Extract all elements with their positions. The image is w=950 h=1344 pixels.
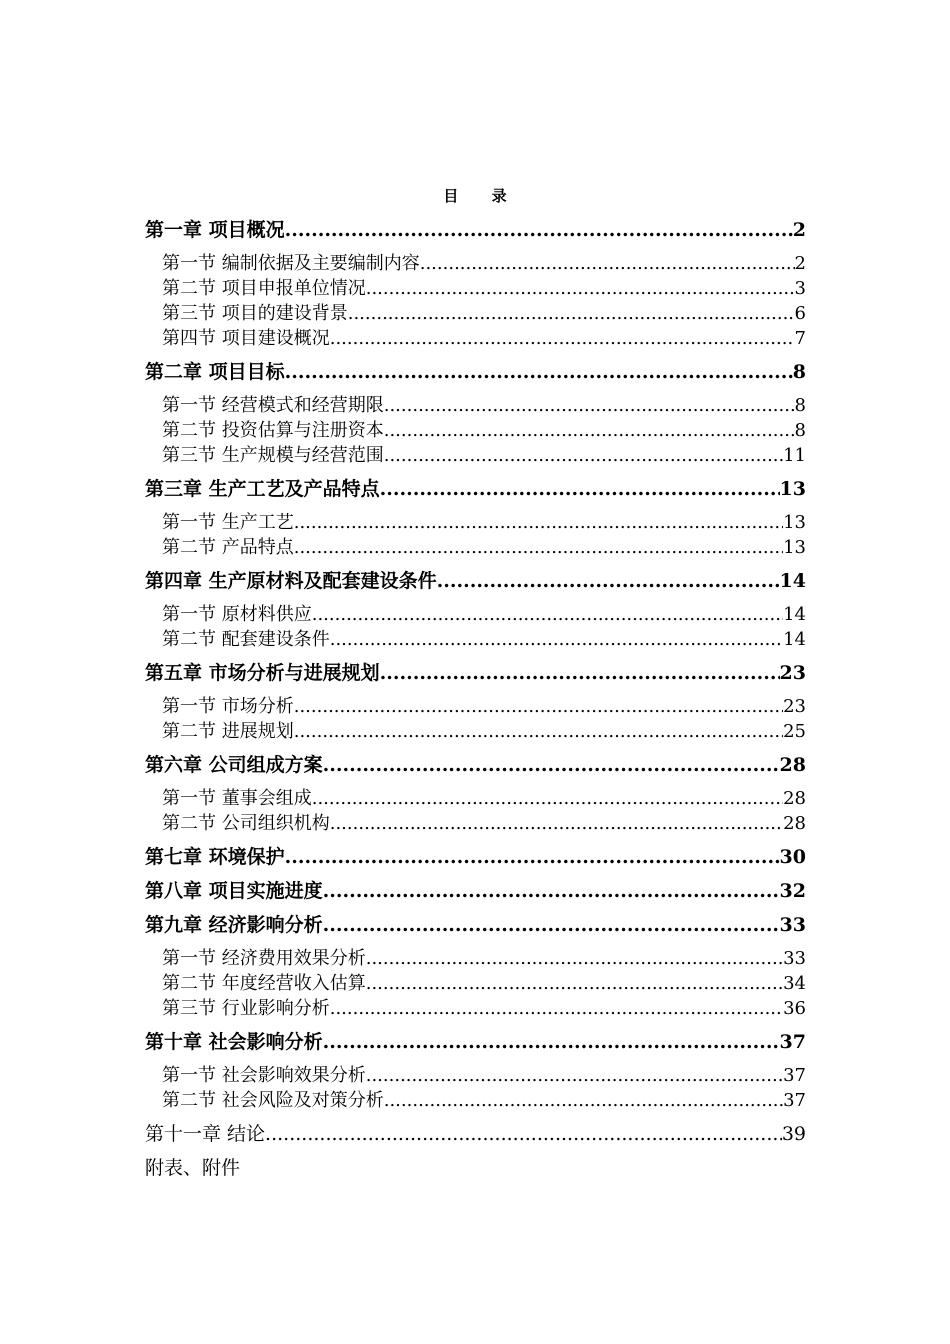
toc-section[interactable] — [145, 301, 806, 326]
dot-leader — [323, 1029, 780, 1055]
toc-chapter[interactable] — [145, 1029, 806, 1055]
toc-section-page-number: 33 — [783, 948, 806, 969]
toc-section-label: 第一节 生产工艺 — [162, 512, 294, 533]
toc-chapter-label: 第七章 环境保护 — [145, 846, 285, 868]
toc-section[interactable] — [145, 627, 806, 652]
toc-chapter[interactable] — [145, 217, 806, 243]
toc-section-page-number: 37 — [783, 1065, 806, 1086]
toc-section[interactable] — [145, 996, 806, 1021]
dot-leader — [285, 359, 793, 385]
toc-chapter-page-number: 13 — [779, 478, 806, 500]
toc-section-label: 第二节 年度经营收入估算 — [162, 973, 366, 994]
dot-leader — [330, 326, 795, 351]
toc-section-page-number: 28 — [783, 813, 806, 834]
dot-leader — [384, 393, 795, 418]
dot-leader — [330, 996, 783, 1021]
toc-chapter-label: 第四章 生产原材料及配套建设条件 — [145, 570, 437, 592]
toc-section-page-number: 13 — [783, 512, 806, 533]
toc-chapter[interactable] — [145, 912, 806, 938]
dot-leader — [323, 912, 780, 938]
toc-section-group — [145, 251, 806, 351]
toc-section-label: 第三节 项目的建设背景 — [162, 303, 348, 324]
toc-section-page-number: 34 — [783, 973, 806, 994]
toc-conclusion-label: 第十一章 结论 — [145, 1123, 266, 1145]
toc-section[interactable] — [145, 786, 806, 811]
dot-leader — [384, 1088, 783, 1113]
toc-section-label: 第二节 投资估算与注册资本 — [162, 420, 384, 441]
toc-chapter-label: 第六章 公司组成方案 — [145, 754, 323, 776]
toc-chapter-label: 第五章 市场分析与进展规划 — [145, 662, 380, 684]
toc-section-label: 第一节 经营模式和经营期限 — [162, 395, 384, 416]
dot-leader — [384, 443, 783, 468]
toc-chapter-page-number: 8 — [792, 361, 806, 383]
toc-section-label: 第三节 生产规模与经营范围 — [162, 445, 384, 466]
toc-section-group — [145, 946, 806, 1021]
dot-leader — [294, 535, 783, 560]
toc-section-label: 第二节 配套建设条件 — [162, 629, 330, 650]
dot-leader — [366, 276, 795, 301]
toc-section[interactable] — [145, 326, 806, 351]
dot-leader — [348, 301, 795, 326]
dot-leader — [420, 251, 795, 276]
dot-leader — [437, 568, 780, 594]
toc-chapter[interactable] — [145, 568, 806, 594]
toc-chapter[interactable] — [145, 752, 806, 778]
toc-section[interactable] — [145, 971, 806, 996]
toc-section-page-number: 14 — [783, 629, 806, 650]
toc-section-page-number: 11 — [783, 445, 806, 466]
toc-chapter-page-number: 33 — [779, 914, 806, 936]
toc-section-label: 第二节 社会风险及对策分析 — [162, 1090, 384, 1111]
toc-section-label: 第二节 产品特点 — [162, 537, 294, 558]
dot-leader — [384, 418, 795, 443]
toc-section-page-number: 36 — [783, 998, 806, 1019]
dot-leader — [366, 971, 783, 996]
toc-section-group — [145, 393, 806, 468]
toc-conclusion[interactable] — [145, 1121, 806, 1147]
dot-leader — [294, 510, 783, 535]
toc-section[interactable] — [145, 276, 806, 301]
toc-section-page-number: 6 — [794, 303, 806, 324]
dot-leader — [366, 946, 783, 971]
toc-section-page-number: 37 — [783, 1090, 806, 1111]
dot-leader — [323, 878, 780, 904]
toc-section-page-number: 14 — [783, 604, 806, 625]
toc-chapter-label: 第八章 项目实施进度 — [145, 880, 323, 902]
toc-section-label: 第一节 原材料供应 — [162, 604, 312, 625]
toc-section-page-number: 7 — [794, 328, 806, 349]
toc-chapter-label: 第十章 社会影响分析 — [145, 1031, 323, 1053]
toc-section-label: 第一节 社会影响效果分析 — [162, 1065, 366, 1086]
toc-section[interactable] — [145, 535, 806, 560]
dot-leader — [294, 719, 783, 744]
toc-section[interactable] — [145, 602, 806, 627]
toc-section-group — [145, 786, 806, 836]
toc-chapter[interactable] — [145, 476, 806, 502]
toc-section-label: 第二节 进展规划 — [162, 721, 294, 742]
toc-conclusion-page-number: 39 — [781, 1123, 806, 1145]
toc-chapter[interactable] — [145, 878, 806, 904]
toc-section[interactable] — [145, 510, 806, 535]
dot-leader — [330, 627, 783, 652]
dot-leader — [380, 476, 780, 502]
toc-section-label: 第三节 行业影响分析 — [162, 998, 330, 1019]
toc-chapter-page-number: 23 — [779, 662, 806, 684]
toc-section[interactable] — [145, 418, 806, 443]
toc-chapter-page-number: 37 — [779, 1031, 806, 1053]
toc-section-page-number: 3 — [794, 278, 806, 299]
toc-section-group — [145, 694, 806, 744]
toc-section-page-number: 13 — [783, 537, 806, 558]
toc-section[interactable] — [145, 1063, 806, 1088]
toc-section[interactable] — [145, 811, 806, 836]
toc-chapter-page-number: 2 — [792, 219, 806, 241]
toc-section[interactable] — [145, 1088, 806, 1113]
toc-section[interactable] — [145, 443, 806, 468]
toc-section[interactable] — [145, 719, 806, 744]
toc-section-label: 第一节 董事会组成 — [162, 788, 312, 809]
dot-leader — [265, 1121, 782, 1147]
toc-chapter-page-number: 30 — [779, 846, 806, 868]
toc-section[interactable] — [145, 393, 806, 418]
toc-chapter-label: 第三章 生产工艺及产品特点 — [145, 478, 380, 500]
toc-section-page-number: 2 — [794, 253, 806, 274]
toc-section-label: 第一节 市场分析 — [162, 696, 294, 717]
toc-chapter-label: 第二章 项目目标 — [145, 361, 285, 383]
toc-section[interactable] — [145, 694, 806, 719]
toc-section-page-number: 25 — [783, 721, 806, 742]
toc-chapter-page-number: 14 — [779, 570, 806, 592]
dot-leader — [330, 811, 783, 836]
toc-section-page-number: 28 — [783, 788, 806, 809]
toc-section-label: 第四节 项目建设概况 — [162, 328, 330, 349]
toc-section-page-number: 8 — [794, 395, 806, 416]
toc-section[interactable] — [145, 946, 806, 971]
toc-section-group — [145, 1063, 806, 1113]
toc-section-label: 第二节 项目申报单位情况 — [162, 278, 366, 299]
dot-leader — [285, 844, 780, 870]
dot-leader — [312, 786, 783, 811]
dot-leader — [366, 1063, 783, 1088]
dot-leader — [323, 752, 780, 778]
toc-section-page-number: 23 — [783, 696, 806, 717]
toc-section-label: 第一节 编制依据及主要编制内容 — [162, 253, 420, 274]
dot-leader — [285, 217, 793, 243]
toc-section-group — [145, 510, 806, 560]
toc-chapter[interactable] — [145, 844, 806, 870]
toc-section-page-number: 8 — [794, 420, 806, 441]
toc-chapter-page-number: 32 — [779, 880, 806, 902]
toc-chapter[interactable] — [145, 660, 806, 686]
toc-section[interactable] — [145, 251, 806, 276]
toc-title: 目 录 — [443, 187, 521, 205]
dot-leader — [380, 660, 780, 686]
toc-chapter-label: 第一章 项目概况 — [145, 219, 285, 241]
dot-leader — [312, 602, 783, 627]
toc-section-label: 第一节 经济费用效果分析 — [162, 948, 366, 969]
toc-section-group — [145, 602, 806, 652]
table-of-contents — [145, 217, 806, 1181]
toc-appendix[interactable]: 附表、附件 — [145, 1157, 241, 1179]
toc-chapter-page-number: 28 — [779, 754, 806, 776]
toc-chapter[interactable] — [145, 359, 806, 385]
toc-section-label: 第二节 公司组织机构 — [162, 813, 330, 834]
dot-leader — [294, 694, 783, 719]
toc-chapter-label: 第九章 经济影响分析 — [145, 914, 323, 936]
